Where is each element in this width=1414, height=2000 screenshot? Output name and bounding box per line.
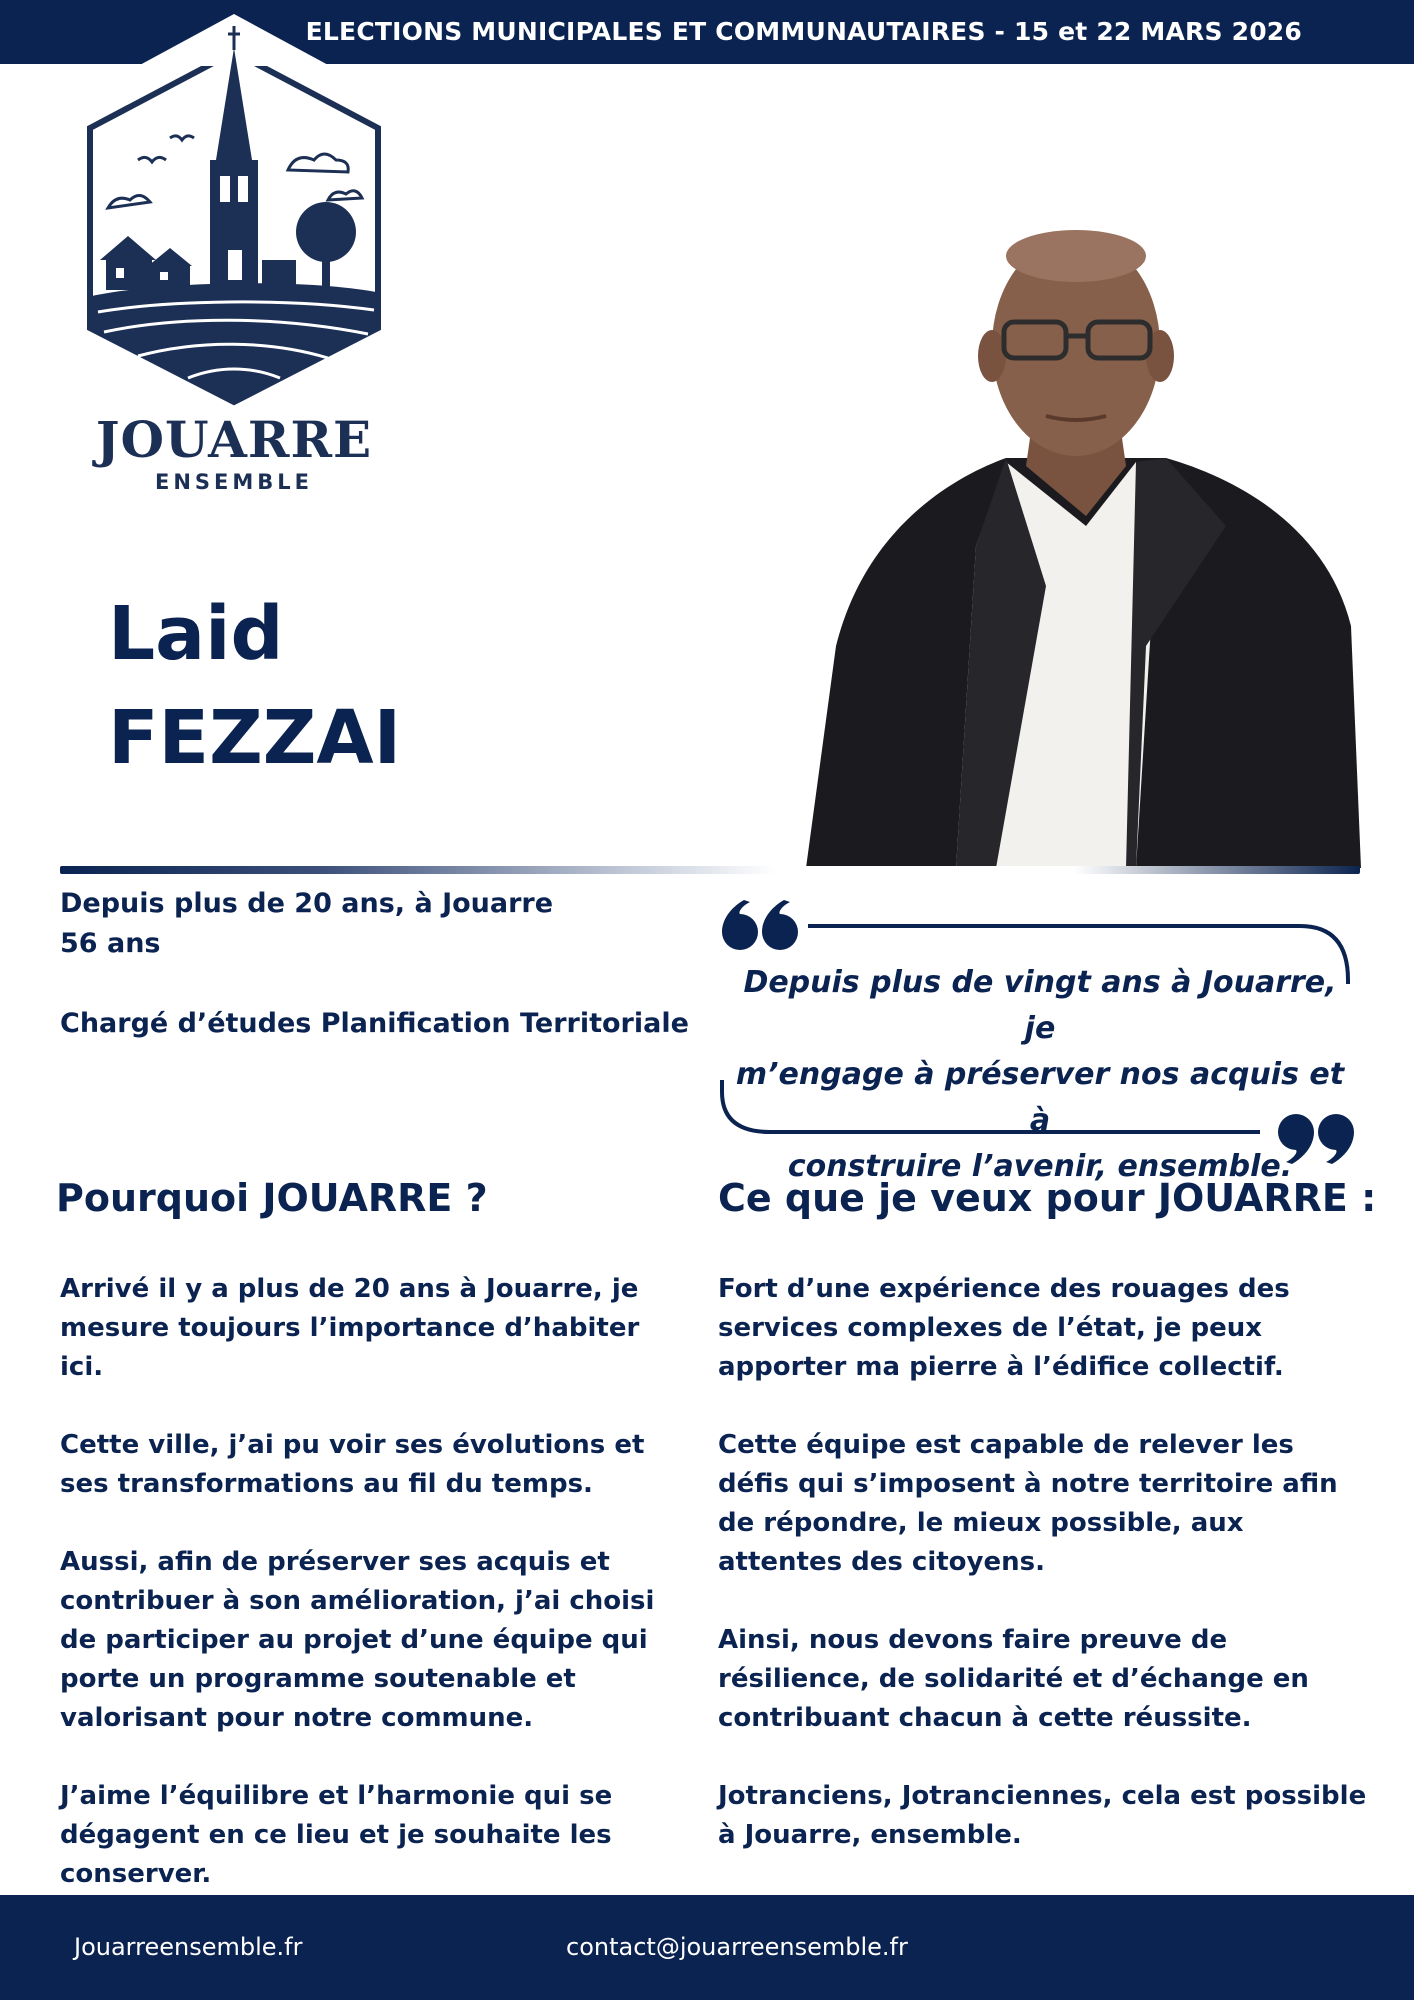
why-paragraph: J’aime l’équilibre et l’harmonie qui se dégagent en ce lieu et je souhaite les conserver. [60, 1781, 613, 1889]
quote-line-3: construire l’avenir, ensemble. [787, 1149, 1293, 1184]
opening-quote-marks-icon [722, 900, 798, 950]
candidate-last-name: FEZZAI [108, 695, 402, 781]
bio-residence: Depuis plus de 20 ans, à Jouarre [60, 888, 554, 919]
candidate-bio [60, 884, 689, 1044]
bio-age: 56 ans [60, 928, 161, 959]
bio-occupation: Chargé d’études Planification Territoriale [60, 1008, 689, 1039]
why-paragraph: Arrivé il y a plus de 20 ans à Jouarre, je mesure toujours l’importance d’habiter ici. [60, 1274, 640, 1382]
candidate-name [108, 582, 401, 790]
candidate-first-name: Laid [108, 591, 284, 677]
logo-tagline: ENSEMBLE [154, 470, 314, 494]
church-village-emblem-icon [78, 10, 390, 410]
quote-line-1: Depuis plus de vingt ans à Jouarre, je [743, 965, 1337, 1046]
election-title: ELECTIONS MUNICIPALES ET COMMUNAUTAIRES - 15 et 22 MARS 2026 [305, 17, 1302, 46]
footer [0, 1895, 1414, 2000]
section-divider [60, 866, 1360, 874]
why-section-title: Pourquoi JOUARRE ? [56, 1176, 488, 1220]
want-section-body [718, 1270, 1368, 1894]
want-section-title: Ce que je veux pour JOUARRE : [718, 1176, 1377, 1220]
want-paragraph: Jotranciens, Jotranciennes, cela est possible à Jouarre, ensemble. [718, 1781, 1367, 1850]
want-paragraph: Fort d’une expérience des rouages des services complexes de l’état, je peux apporter ma pierre à l’édifice collectif. [718, 1274, 1290, 1382]
why-paragraph: Aussi, afin de préserver ses acquis et contribuer à son amélioration, j’ai choisi de participer au projet d’une équipe qui porte un programme soutenable et valorisant pour notre commune. [60, 1547, 655, 1733]
jouarre-ensemble-logo [78, 10, 390, 500]
candidate-portrait [806, 226, 1361, 868]
footer-email-link[interactable]: contact@jouarreensemble.fr [566, 1933, 908, 1961]
logo-wordmark: JOUARRE [95, 410, 373, 469]
why-section-body [60, 1270, 690, 1933]
quote-line-2: m’engage à préserver nos acquis et à [735, 1057, 1345, 1138]
why-paragraph: Cette ville, j’ai pu voir ses évolutions et ses transformations au fil du temps. [60, 1430, 645, 1499]
footer-website-link[interactable]: Jouarreensemble.fr [74, 1933, 303, 1961]
want-paragraph: Cette équipe est capable de relever les défis qui s’imposent à notre territoire afin de répondre, le mieux possible, aux attentes des citoyens. [718, 1430, 1338, 1577]
candidate-quote [730, 960, 1350, 1190]
want-paragraph: Ainsi, nous devons faire preuve de résilience, de solidarité et d’échange en contribuant chacun à cette réussite. [718, 1625, 1309, 1733]
